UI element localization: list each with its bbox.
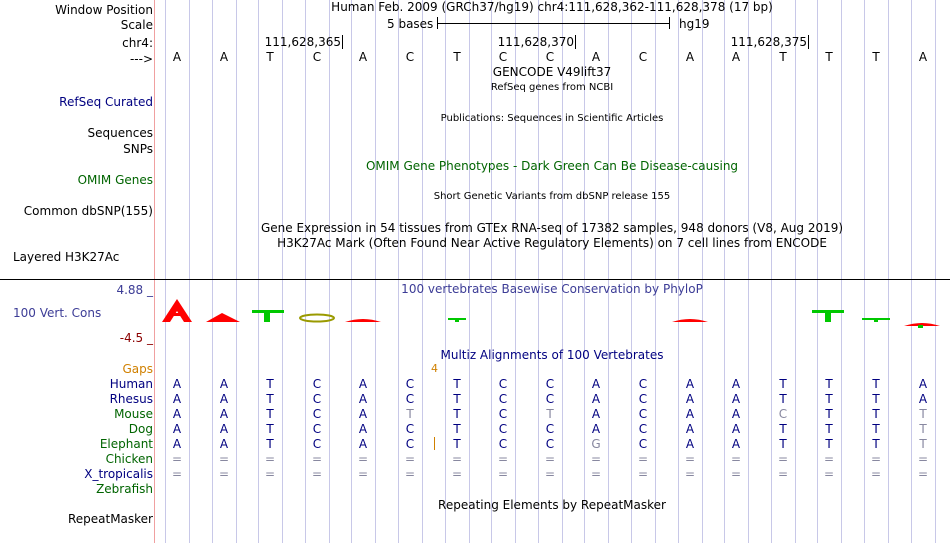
- reference-base: T: [825, 50, 833, 64]
- alignment-base: C: [545, 422, 555, 436]
- gtex-track-desc: Gene Expression in 54 tissues from GTEx RNA-seq of 17382 samples, 948 donors (V8, Aug 2019): [260, 221, 844, 235]
- alignment-base: T: [872, 422, 880, 436]
- alignment-base: A: [685, 437, 695, 451]
- alignment-base: T: [453, 377, 461, 391]
- alignment-base: A: [219, 422, 229, 436]
- alignment-base: A: [358, 422, 368, 436]
- reference-base: C: [638, 50, 648, 64]
- gap-marker: [434, 437, 435, 450]
- omim-track-desc: OMIM Gene Phenotypes - Dark Green Can Be Disease-causing: [365, 159, 739, 173]
- alignment-base: =: [917, 467, 929, 481]
- alignment-base: =: [451, 452, 463, 466]
- alignment-base: T: [825, 407, 833, 421]
- reference-base: A: [358, 50, 368, 64]
- alignment-base: A: [685, 392, 695, 406]
- alignment-base: =: [264, 467, 276, 481]
- alignment-base: T: [453, 422, 461, 436]
- alignment-base: =: [823, 467, 835, 481]
- alignment-base: A: [591, 407, 601, 421]
- alignment-base: T: [546, 407, 554, 421]
- alignment-base: =: [917, 452, 929, 466]
- alignment-base: T: [825, 437, 833, 451]
- chrom-label: chr4:: [122, 36, 153, 50]
- alignment-base: T: [266, 392, 274, 406]
- species-label[interactable]: Elephant: [99, 437, 153, 451]
- ruler-tick-label: 111,628,370: [497, 35, 574, 49]
- cons-track-label[interactable]: 100 Vert. Cons: [13, 306, 102, 320]
- alignment-base: A: [172, 392, 182, 406]
- species-label[interactable]: Mouse: [114, 407, 153, 421]
- alignment-base: C: [498, 437, 508, 451]
- alignment-base: T: [266, 407, 274, 421]
- alignment-base: C: [498, 422, 508, 436]
- alignment-base: =: [404, 452, 416, 466]
- phylop-track-desc: 100 vertebrates Basewise Conservation by PhyloP: [401, 282, 703, 296]
- strand-arrow[interactable]: --->: [129, 52, 153, 66]
- alignment-base: T: [825, 377, 833, 391]
- alignment-base: T: [919, 437, 927, 451]
- alignment-base: T: [266, 437, 274, 451]
- alignment-base: =: [497, 467, 509, 481]
- alignment-base: T: [453, 437, 461, 451]
- dbsnp-track-desc: Short Genetic Variants from dbSNP release 155: [433, 191, 671, 202]
- alignment-base: T: [779, 437, 787, 451]
- alignment-base: C: [638, 407, 648, 421]
- species-label[interactable]: X_tropicalis: [84, 467, 153, 481]
- alignment-base: T: [825, 422, 833, 436]
- alignment-base: =: [590, 452, 602, 466]
- alignment-base: =: [730, 452, 742, 466]
- alignment-base: C: [312, 407, 322, 421]
- sequences-track-label[interactable]: Sequences: [87, 126, 153, 140]
- alignment-base: A: [358, 377, 368, 391]
- alignment-base: T: [919, 407, 927, 421]
- alignment-base: A: [685, 377, 695, 391]
- alignment-base: C: [638, 377, 648, 391]
- alignment-base: =: [823, 452, 835, 466]
- alignment-base: T: [779, 422, 787, 436]
- scale-label: Scale: [120, 18, 153, 32]
- alignment-base: C: [778, 407, 788, 421]
- alignment-base: A: [685, 422, 695, 436]
- alignment-base: C: [312, 422, 322, 436]
- repeatmasker-track-label[interactable]: RepeatMasker: [67, 512, 153, 526]
- reference-base: A: [918, 50, 928, 64]
- h3k27ac-track-desc: H3K27Ac Mark (Often Found Near Active Regulatory Elements) on 7 cell lines from ENCODE: [277, 236, 827, 250]
- alignment-base: =: [404, 467, 416, 481]
- alignment-base: A: [591, 422, 601, 436]
- alignment-base: C: [312, 392, 322, 406]
- alignment-base: =: [590, 467, 602, 481]
- alignment-base: T: [266, 377, 274, 391]
- alignment-base: =: [497, 452, 509, 466]
- alignment-base: =: [171, 452, 183, 466]
- gaps-label: Gaps: [122, 362, 153, 376]
- alignment-base: A: [219, 377, 229, 391]
- reference-base: C: [545, 50, 555, 64]
- reference-base: T: [779, 50, 787, 64]
- alignment-base: G: [591, 437, 601, 451]
- alignment-base: T: [919, 422, 927, 436]
- alignment-base: T: [872, 377, 880, 391]
- alignment-base: A: [219, 437, 229, 451]
- reference-base: A: [731, 50, 741, 64]
- species-label[interactable]: Zebrafish: [96, 482, 153, 496]
- alignment-base: A: [731, 422, 741, 436]
- alignment-base: =: [171, 467, 183, 481]
- alignment-base: C: [638, 422, 648, 436]
- alignment-base: C: [498, 392, 508, 406]
- refseq-track-label[interactable]: RefSeq Curated: [59, 95, 153, 109]
- alignment-base: A: [591, 377, 601, 391]
- alignment-base: =: [637, 467, 649, 481]
- assembly-label: hg19: [679, 17, 710, 31]
- alignment-base: C: [405, 392, 415, 406]
- alignment-base: C: [405, 437, 415, 451]
- alignment-base: =: [870, 452, 882, 466]
- species-label[interactable]: Chicken: [105, 452, 153, 466]
- publications-track-desc: Publications: Sequences in Scientific Articles: [440, 113, 664, 124]
- alignment-base: =: [451, 467, 463, 481]
- alignment-base: T: [872, 437, 880, 451]
- repeatmasker-track-desc: Repeating Elements by RepeatMasker: [438, 498, 666, 512]
- alignment-base: C: [405, 377, 415, 391]
- reference-base: C: [498, 50, 508, 64]
- alignment-base: T: [453, 407, 461, 421]
- alignment-base: =: [637, 452, 649, 466]
- alignment-base: A: [219, 407, 229, 421]
- alignment-base: A: [731, 377, 741, 391]
- alignment-base: T: [453, 392, 461, 406]
- alignment-base: =: [684, 452, 696, 466]
- window-position-text: Human Feb. 2009 (GRCh37/hg19) chr4:111,628,362-111,628,378 (17 bp): [331, 0, 773, 14]
- alignment-base: =: [777, 452, 789, 466]
- snps-track-label[interactable]: SNPs: [123, 142, 153, 156]
- scale-text: 5 bases: [387, 17, 434, 31]
- ruler-tick-label: 111,628,375: [730, 35, 807, 49]
- cons-min-value: -4.5 _: [119, 331, 153, 345]
- species-label[interactable]: Rhesus: [109, 392, 153, 406]
- common-dbsnp-track-label[interactable]: Common dbSNP(155): [23, 204, 153, 218]
- alignment-base: T: [266, 422, 274, 436]
- multiz-track-desc: Multiz Alignments of 100 Vertebrates: [440, 348, 664, 362]
- alignment-base: A: [731, 407, 741, 421]
- species-label[interactable]: Dog: [128, 422, 153, 436]
- reference-base: A: [219, 50, 229, 64]
- alignment-base: C: [545, 377, 555, 391]
- alignment-base: A: [731, 437, 741, 451]
- alignment-base: T: [406, 407, 414, 421]
- alignment-base: T: [872, 407, 880, 421]
- reference-base: C: [312, 50, 322, 64]
- reference-base: A: [685, 50, 695, 64]
- alignment-base: A: [685, 407, 695, 421]
- alignment-base: A: [172, 437, 182, 451]
- alignment-base: A: [358, 407, 368, 421]
- alignment-base: A: [591, 392, 601, 406]
- alignment-base: =: [777, 467, 789, 481]
- gencode-track-title[interactable]: GENCODE V49lift37: [492, 65, 612, 79]
- alignment-base: =: [684, 467, 696, 481]
- alignment-base: A: [172, 377, 182, 391]
- alignment-base: =: [357, 467, 369, 481]
- alignment-base: C: [638, 437, 648, 451]
- alignment-base: T: [872, 392, 880, 406]
- alignment-base: A: [918, 392, 928, 406]
- alignment-base: C: [405, 422, 415, 436]
- reference-base: T: [453, 50, 461, 64]
- alignment-base: =: [218, 452, 230, 466]
- alignment-base: T: [779, 392, 787, 406]
- alignment-base: C: [312, 377, 322, 391]
- alignment-base: A: [918, 377, 928, 391]
- omim-track-label[interactable]: OMIM Genes: [77, 173, 153, 187]
- alignment-base: A: [731, 392, 741, 406]
- alignment-base: =: [218, 467, 230, 481]
- reference-base: A: [172, 50, 182, 64]
- alignment-base: =: [311, 467, 323, 481]
- alignment-base: T: [825, 392, 833, 406]
- alignment-base: C: [498, 377, 508, 391]
- species-label[interactable]: Human: [109, 377, 153, 391]
- reference-base: A: [591, 50, 601, 64]
- alignment-base: =: [264, 452, 276, 466]
- ruler-tick-label: 111,628,365: [264, 35, 341, 49]
- alignment-base: =: [870, 467, 882, 481]
- reference-base: C: [405, 50, 415, 64]
- h3k27ac-track-label[interactable]: Layered H3K27Ac: [13, 250, 120, 264]
- alignment-base: A: [172, 407, 182, 421]
- alignment-base: T: [779, 377, 787, 391]
- refseq-track-desc: RefSeq genes from NCBI: [490, 82, 614, 93]
- cons-max-value: 4.88 _: [116, 283, 153, 297]
- reference-base: T: [872, 50, 880, 64]
- alignment-base: A: [358, 392, 368, 406]
- gaps-value: 4: [431, 362, 438, 375]
- alignment-base: =: [311, 452, 323, 466]
- alignment-base: C: [545, 392, 555, 406]
- alignment-base: C: [638, 392, 648, 406]
- alignment-base: =: [544, 452, 556, 466]
- reference-base: T: [266, 50, 274, 64]
- alignment-base: C: [545, 437, 555, 451]
- alignment-base: =: [357, 452, 369, 466]
- alignment-base: A: [219, 392, 229, 406]
- alignment-base: C: [498, 407, 508, 421]
- alignment-base: =: [544, 467, 556, 481]
- alignment-base: C: [312, 437, 322, 451]
- alignment-base: A: [172, 422, 182, 436]
- alignment-base: =: [730, 467, 742, 481]
- window-position-label: Window Position: [55, 3, 153, 17]
- alignment-base: A: [358, 437, 368, 451]
